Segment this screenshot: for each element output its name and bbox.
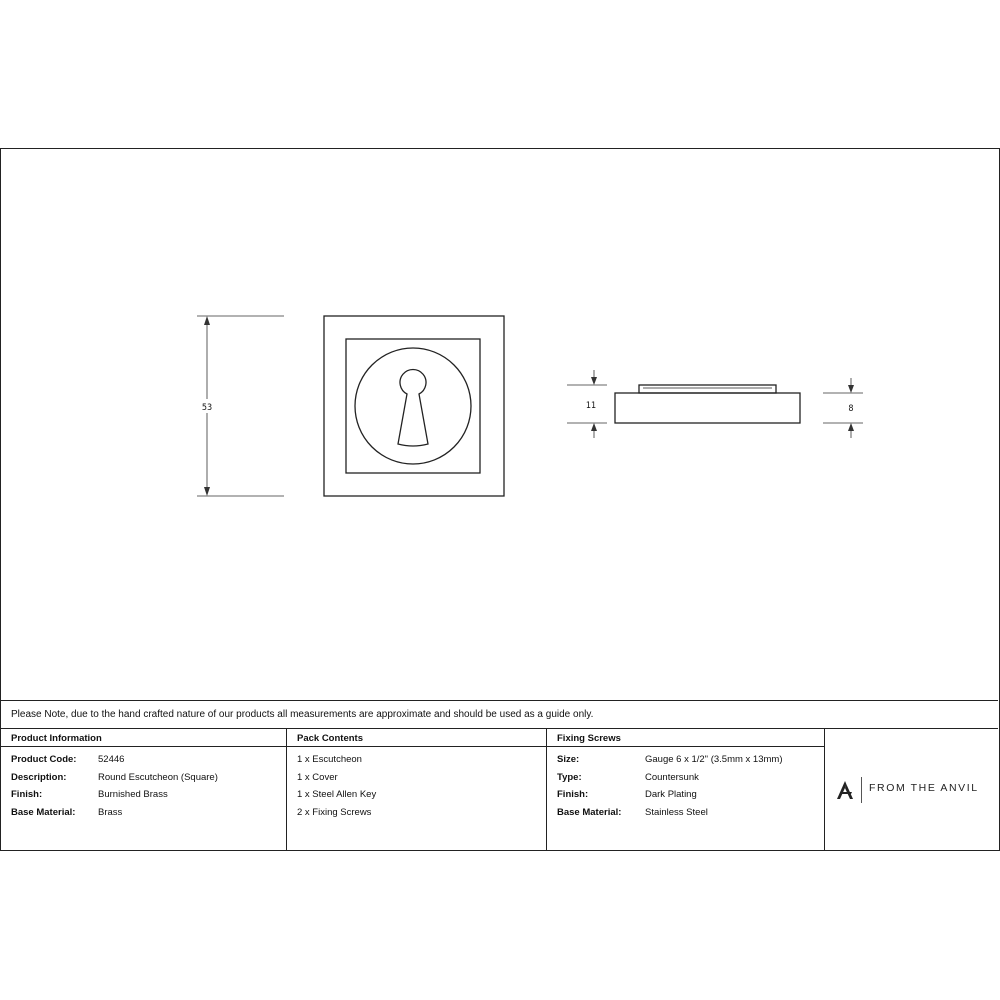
- pack-contents-heading: Pack Contents: [287, 729, 546, 747]
- screw-info-value: Dark Plating: [645, 789, 697, 800]
- keyhole-shape: [398, 369, 428, 446]
- side-view-rose: [639, 385, 776, 393]
- pack-contents-panel: [287, 729, 547, 850]
- brand-name: FROM THE ANVIL: [869, 782, 979, 794]
- product-info-key: Product Code:: [11, 754, 77, 765]
- product-info-row: [11, 751, 286, 769]
- pack-item: 1 x Steel Allen Key: [297, 789, 377, 800]
- product-info-key: Base Material:: [11, 806, 76, 818]
- screw-info-key: Base Material:: [557, 806, 622, 818]
- screw-info-value: Gauge 6 x 1/2" (3.5mm x 13mm): [645, 754, 783, 765]
- logo-divider: [861, 777, 862, 803]
- rose-depth-dimension: [823, 378, 863, 438]
- screw-info-key: Type:: [557, 771, 582, 783]
- screw-info-row: [557, 786, 824, 804]
- product-information-panel: [1, 729, 287, 850]
- product-information-heading: Product Information: [1, 729, 286, 747]
- total-depth-label: 11: [585, 401, 597, 411]
- product-info-value: Round Escutcheon (Square): [98, 771, 218, 783]
- product-info-value: 52446: [98, 754, 125, 765]
- side-view: [615, 385, 800, 423]
- product-info-key: Finish:: [11, 789, 43, 800]
- pack-item: 1 x Escutcheon: [297, 754, 362, 765]
- screw-info-row: [557, 751, 824, 769]
- pack-item: 2 x Fixing Screws: [297, 806, 372, 818]
- fixing-screws-panel: [547, 729, 825, 850]
- side-view-plate: [615, 393, 800, 423]
- product-info-row: [11, 804, 286, 822]
- pack-item: 1 x Cover: [297, 771, 338, 783]
- fixing-screws-heading: Fixing Screws: [547, 729, 824, 747]
- outer-square-plate: [324, 316, 504, 496]
- product-info-row: [11, 786, 286, 804]
- rose-depth-label: 8: [848, 404, 854, 414]
- product-info-value: Burnished Brass: [98, 789, 168, 800]
- height-dimension-label: 53: [201, 403, 213, 413]
- product-info-row: [11, 769, 286, 787]
- technical-drawing: [1, 149, 1000, 699]
- screw-info-row: [557, 769, 824, 787]
- drawing-sheet: [0, 148, 1000, 851]
- anvil-a-logo-icon: [835, 779, 855, 801]
- brand-logo: [825, 729, 998, 850]
- product-info-value: Brass: [98, 806, 123, 818]
- screw-info-value: Countersunk: [645, 771, 699, 783]
- measurement-note: Please Note, due to the hand crafted nature of our products all measurements are approximate and should be used as a guide only.: [1, 700, 998, 729]
- screw-info-value: Stainless Steel: [645, 806, 708, 818]
- front-view: [324, 316, 504, 496]
- screw-info-key: Size:: [557, 754, 580, 765]
- inner-square-recess: [346, 339, 480, 473]
- screw-info-row: [557, 804, 824, 822]
- product-info-key: Description:: [11, 771, 67, 783]
- screw-info-key: Finish:: [557, 789, 589, 800]
- title-block: [1, 700, 998, 850]
